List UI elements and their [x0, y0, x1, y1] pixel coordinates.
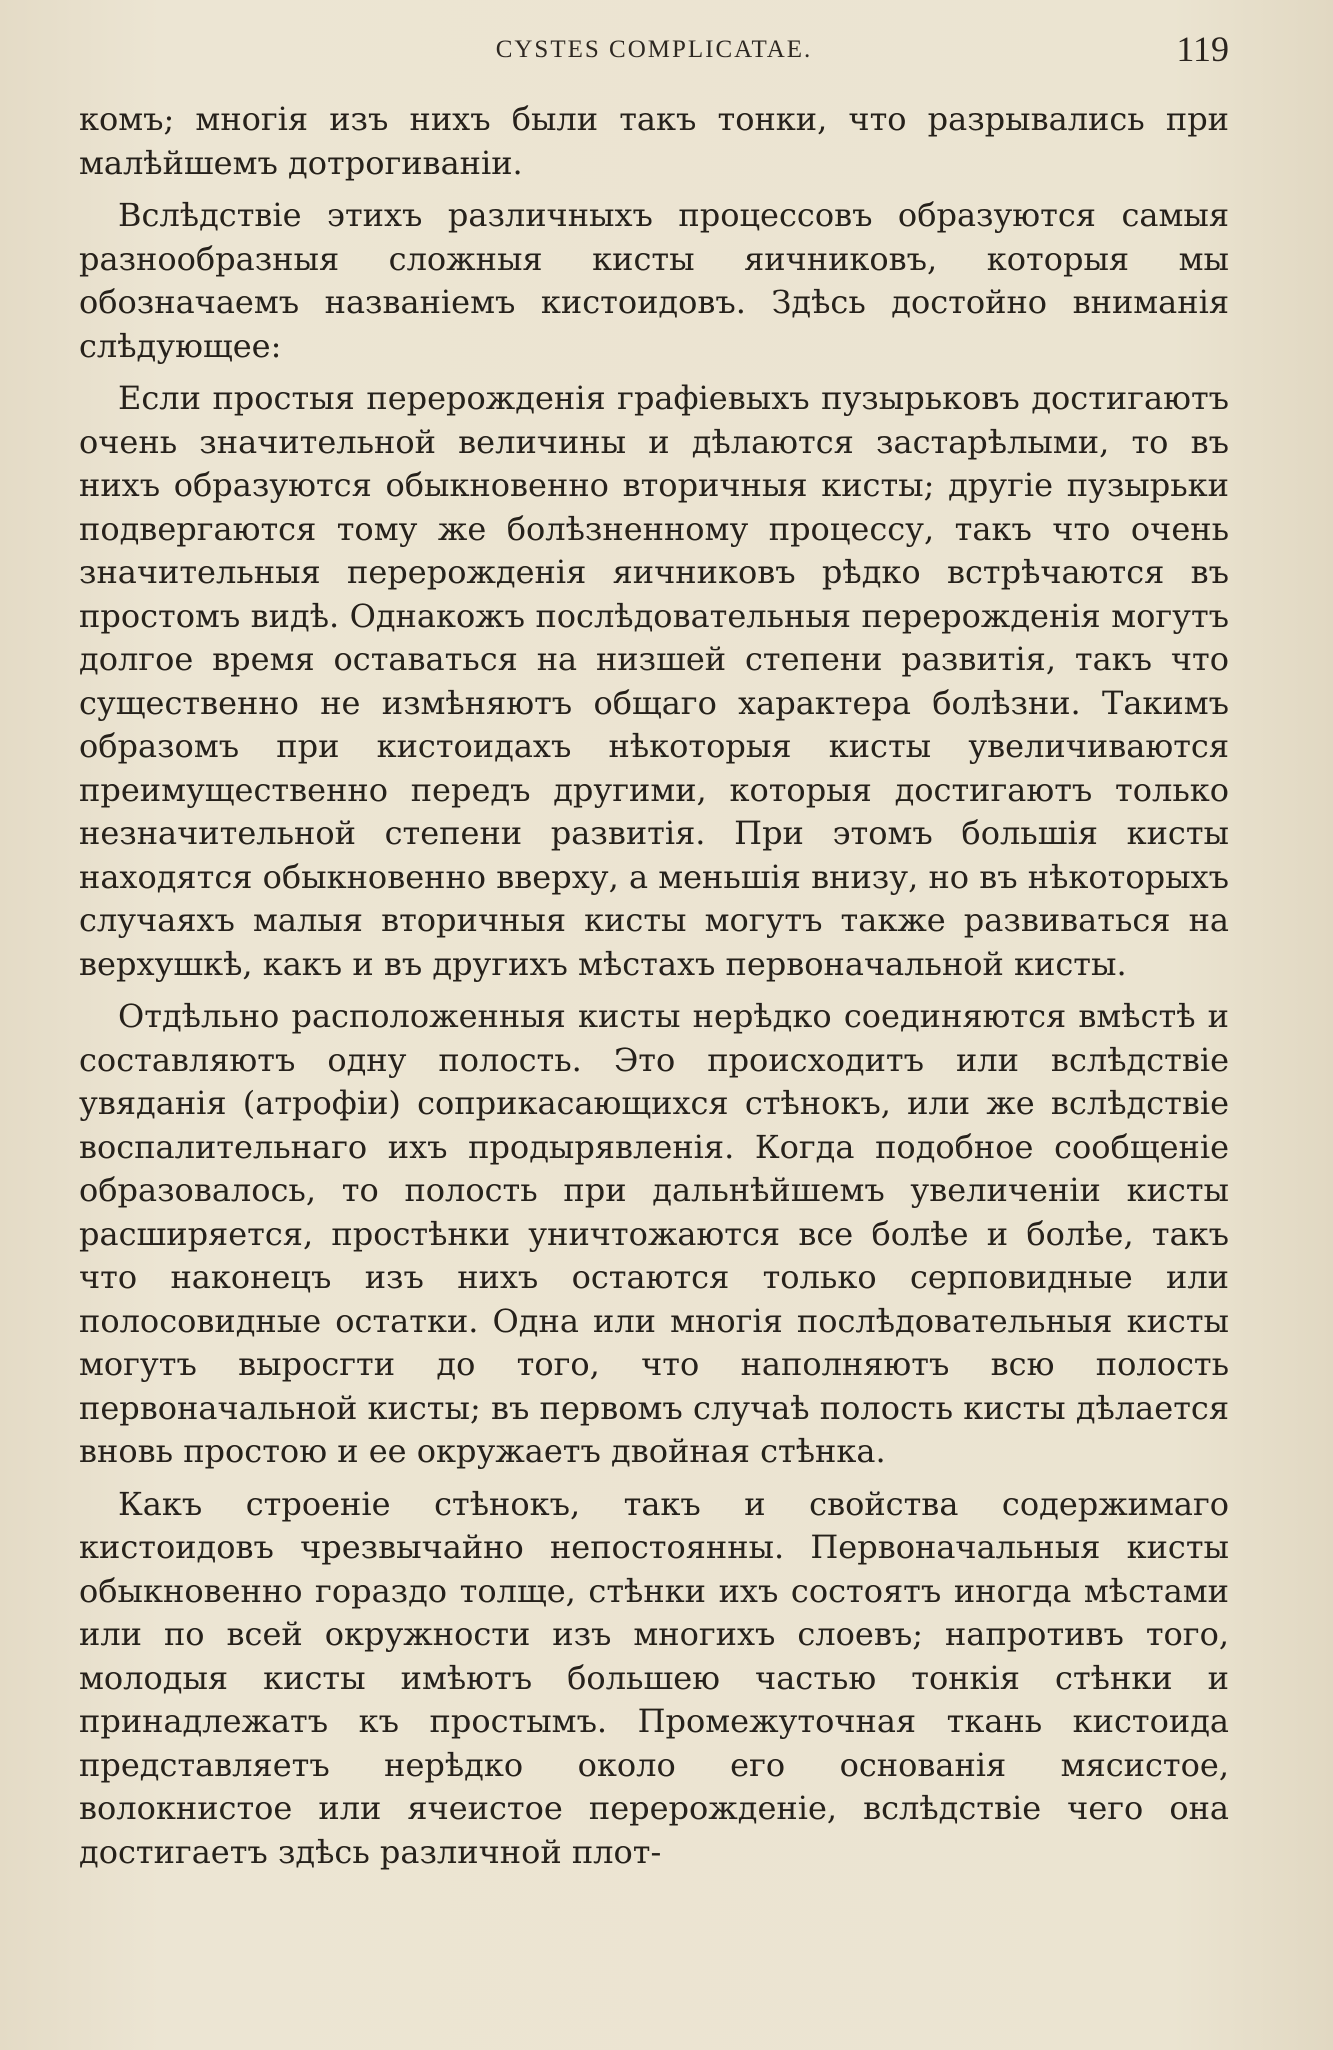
body-text [79, 98, 1229, 1874]
paragraph-secondary-cysts: Если простыя перерожденія графіевыхъ пузырьковъ достигаютъ очень значительной величины и дѣлаются застарѣлыми, то въ нихъ образуются обыкновенно вторичныя кисты; другіе пузырьки подвергаются тому же болѣзненному процессу, такъ что очень значительныя перерожденія яичниковъ рѣдко встрѣчаются въ простомъ видѣ. Однакожъ послѣдовательныя перерожденія могутъ долгое время оставаться на низшей степени развитія, такъ что существенно не измѣняютъ общаго характера болѣзни. Такимъ образомъ при кистоидахъ нѣкоторыя кисты увеличиваются преимущественно передъ другими, которыя достигаютъ только незначительной степени развитія. При этомъ большія кисты находятся обыкновенно вверху, а меньшія внизу, но въ нѣкоторыхъ случаяхъ малыя вторичныя кисты могутъ также развиваться на верхушкѣ, какъ и въ другихъ мѣстахъ первоначальной кисты. [79, 379, 1229, 983]
paragraph-cyst-fusion: Отдѣльно расположенныя кисты нерѣдко соединяются вмѣстѣ и составляютъ одну полость. Это происходитъ или вслѣдствіе увяданія (атрофіи) соприкасающихся стѣнокъ, или же вслѣдствіе воспалительнаго ихъ продырявленія. Когда подобное сообщеніе образовалось, то полость при дальнѣйшемъ увеличеніи кисты расширяется, простѣнки уничтожаются все болѣе и болѣе, такъ что наконецъ изъ нихъ остаются только серповидные или полосовидные остатки. Одна или многія послѣдовательныя кисты могутъ выросгти до того, что наполняютъ всю полость первоначальной кисты; въ первомъ случаѣ полость кисты дѣлается вновь простою и ее окружаетъ двойная стѣнка. [79, 997, 1229, 1470]
page-number: 119 [1176, 29, 1229, 69]
paragraph-complex-cysts-intro: Вслѣдствіе этихъ различныхъ процессовъ образуются самыя разнообразныя сложныя кисты яичниковъ, которыя мы обозначаемъ названіемъ кистоидовъ. Здѣсь достойно вниманія слѣдующее: [79, 196, 1229, 365]
page-header [79, 28, 1229, 72]
running-head: CYSTES COMPLICATAE. [495, 36, 813, 63]
paragraph-wall-structure: Какъ строеніе стѣнокъ, такъ и свойства содержимаго кистоидовъ чрезвычайно непостоянны. Первоначальныя кисты обыкновенно гораздо толще, стѣнки ихъ состоятъ иногда мѣстами или по всей окружности изъ многихъ слоевъ; напротивъ того, молодыя кисты имѣютъ большею частью тонкія стѣнки и принадлежатъ къ простымъ. Промежуточная ткань кистоида представляетъ нерѣдко около его основанія мясистое, волокнистое или ячеистое перерожденіе, вслѣдствіе чего она достигаетъ здѣсь различной плот- [79, 1484, 1229, 1871]
paragraph-continuation: комъ; многія изъ нихъ были такъ тонки, что разрывались при малѣйшемъ дотрогиваніи. [79, 100, 1229, 182]
